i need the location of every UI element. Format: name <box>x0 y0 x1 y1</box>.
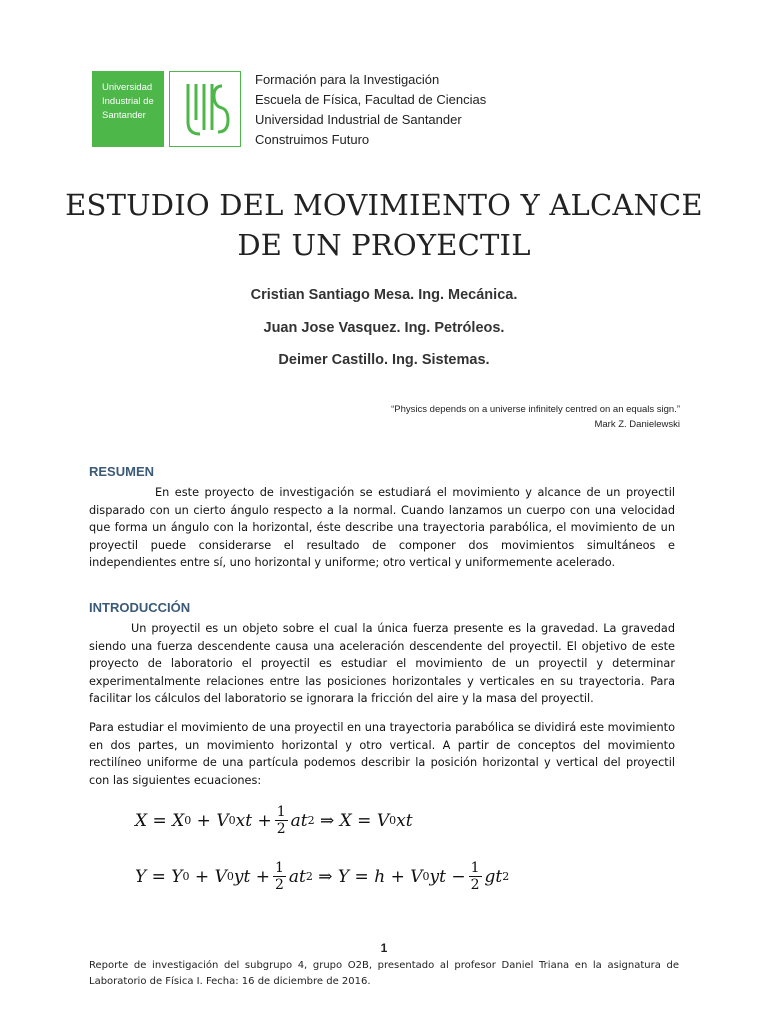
logo-line-3: Santander <box>102 110 146 121</box>
resumen-heading: RESUMEN <box>89 464 155 479</box>
author-1: Cristian Santiago Mesa. Ing. Mecánica. <box>250 287 518 303</box>
logo-line-1: Universidad <box>102 82 153 93</box>
equation-y: Y = Y 0 + V 0 yt + $\frac{1}{2}$ at 2 ⇒ Y = h + V 0 yt − $\frac{1}{2}$ gt 2 <box>135 860 510 893</box>
equation-x: X = X 0 + V 0 xt + $\frac{1}{2}$ at 2 ⇒ X = V 0 xt <box>135 804 413 837</box>
header-line-1: Formación para la Investigación <box>255 72 440 87</box>
resumen-text: En este proyecto de investigación se estudiará el movimiento y alcance de un proyectil disparado con un cierto ángulo respecto a la normal. Cuando lanzamos un cuerpo con una velocidad que forma un ángulo con la horizontal, éste describe una trayectoria parabólica, el movimiento de un proyectil puede considerarse el resultado de componer dos movimientos simultáneos e independientes entre sí, uno horizontal y uniforme; otro vertical y uniformemente acelerado. <box>89 486 675 569</box>
footnote: Reporte de investigación del subgrupo 4, grupo O2B, presentado al profesor Daniel Triana en la asignatura de Laboratorio de Física I. Fecha: 16 de diciembre de 2016. <box>89 960 679 987</box>
university-logo-text <box>92 71 164 147</box>
introduccion-heading: INTRODUCCIÓN <box>89 600 191 615</box>
quote-author: Mark Z. Danielewski <box>594 419 680 430</box>
uis-logo-mark-icon <box>169 71 241 147</box>
author-2: Juan Jose Vasquez. Ing. Petróleos. <box>263 320 505 336</box>
logo-line-2: Industrial de <box>102 96 154 107</box>
paper-title-line-2: DE UN PROYECTIL <box>237 228 531 262</box>
header-line-3: Universidad Industrial de Santander <box>255 112 462 127</box>
institution-header <box>255 70 486 150</box>
author-3: Deimer Castillo. Ing. Sistemas. <box>278 352 490 368</box>
header-line-4: Construimos Futuro <box>255 132 370 147</box>
quote-text: “Physics depends on a universe infinitely centred on an equals sign.” <box>391 404 680 415</box>
epigraph-quote <box>391 402 680 432</box>
paper-title-line-1: ESTUDIO DEL MOVIMIENTO Y ALCANCE <box>65 188 703 222</box>
header-line-2: Escuela de Física, Facultad de Ciencias <box>255 92 487 107</box>
intro-paragraph-2: Para estudiar el movimiento de una proyectil en una trayectoria parabólica se dividirá este movimiento en dos partes, un movimiento horizontal y otro vertical. A partir de conceptos del movimiento rectilíneo uniforme de una partícula podemos describir la posición horizontal y vertical del proyectil con las siguientes ecuaciones: <box>89 721 675 787</box>
intro-paragraph-1 <box>89 620 675 708</box>
page-number: 1 <box>380 941 388 955</box>
resumen-paragraph <box>89 484 675 572</box>
intro-text-1: Un proyectil es un objeto sobre el cual la única fuerza presente es la gravedad. La gravedad siendo una fuerza descendente causa una aceleración descendente del proyectil. El objetivo de este proyecto de laboratorio el proyectil es estudiar el movimiento de un proyectil y determinar experimentalmente relaciones entre las posiciones horizontales y verticales en su trayectoria. Para facilitar los cálculos del laboratorio se ignorara la fricción del aire y la masa del proyectil. <box>89 622 675 705</box>
